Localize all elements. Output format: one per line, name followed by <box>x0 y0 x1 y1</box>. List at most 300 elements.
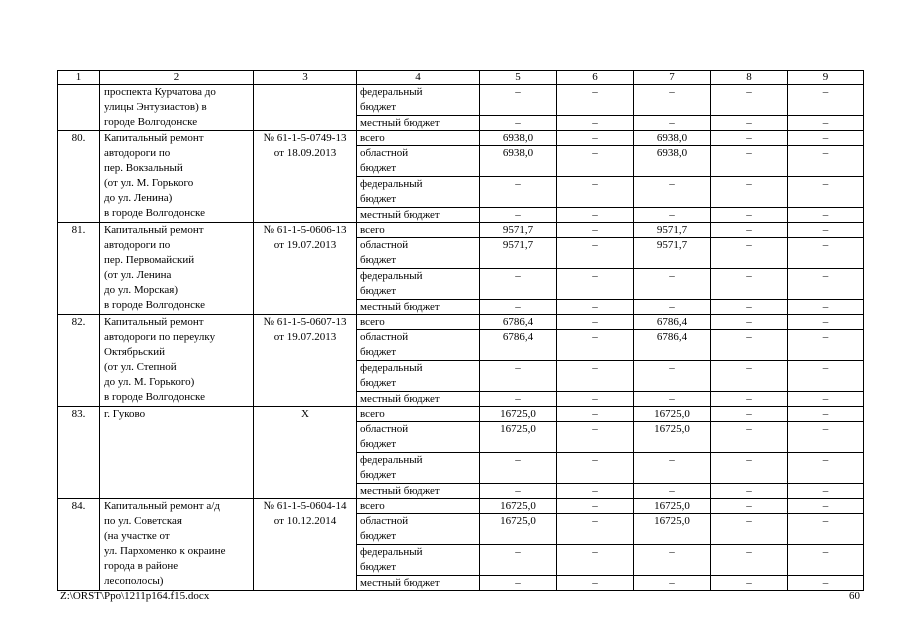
value-cell-text: – <box>515 362 521 374</box>
value-cell <box>788 177 864 208</box>
value-cell-text: – <box>669 117 675 129</box>
object-name <box>100 499 254 591</box>
value-cell <box>480 407 557 422</box>
value-cell-text: – <box>746 362 752 374</box>
value-cell-text: – <box>746 485 752 497</box>
column-header-text: 2 <box>173 71 180 83</box>
value-cell-text: 6938,0 <box>656 147 688 159</box>
source-label-text: федеральный бюджет <box>360 454 423 481</box>
value-cell <box>788 223 864 238</box>
column-header <box>254 71 357 85</box>
footer-page-number: 60 <box>849 590 860 602</box>
value-cell <box>711 392 788 407</box>
value-cell <box>711 208 788 223</box>
source-label <box>357 484 480 499</box>
value-cell <box>711 131 788 146</box>
value-cell <box>480 484 557 499</box>
value-cell <box>788 269 864 300</box>
row-number <box>58 131 100 223</box>
value-cell-text: – <box>822 316 829 328</box>
value-cell-text: – <box>592 270 598 282</box>
value-cell <box>711 361 788 392</box>
row-number-text: 84. <box>71 500 86 512</box>
source-label-text: федеральный бюджет <box>360 546 423 573</box>
value-cell <box>557 514 634 545</box>
value-cell-text: – <box>592 132 598 144</box>
source-label-text: местный бюджет <box>360 577 440 589</box>
value-cell <box>788 116 864 131</box>
expertise-doc <box>254 223 357 315</box>
row-number-text: 82. <box>71 316 86 328</box>
value-cell <box>634 422 711 453</box>
value-cell <box>557 131 634 146</box>
source-label <box>357 223 480 238</box>
value-cell <box>480 146 557 177</box>
value-cell <box>634 576 711 591</box>
value-cell <box>788 407 864 422</box>
value-cell <box>634 484 711 499</box>
source-label <box>357 269 480 300</box>
value-cell-text: – <box>822 331 829 343</box>
value-cell-text: – <box>822 117 829 129</box>
source-label <box>357 330 480 361</box>
value-cell <box>557 146 634 177</box>
value-cell-text: – <box>822 500 829 512</box>
value-cell <box>634 146 711 177</box>
value-cell-text: – <box>746 331 752 343</box>
value-cell <box>788 146 864 177</box>
source-label <box>357 315 480 330</box>
value-cell <box>480 223 557 238</box>
value-cell-text: 16725,0 <box>500 423 536 435</box>
value-cell <box>788 315 864 330</box>
value-cell <box>711 85 788 116</box>
value-cell-text: – <box>746 117 752 129</box>
table-row <box>58 407 864 422</box>
value-cell-text: – <box>822 224 829 236</box>
source-label-text: федеральный бюджет <box>360 178 423 205</box>
value-cell-text: – <box>746 423 752 435</box>
value-cell-text: – <box>822 408 829 420</box>
value-cell <box>557 208 634 223</box>
source-label-text: федеральный бюджет <box>360 270 423 297</box>
value-cell-text: – <box>592 147 598 159</box>
value-cell-text: – <box>669 577 675 589</box>
value-cell <box>788 300 864 315</box>
value-cell-text: 6786,4 <box>656 316 688 328</box>
column-header-text: 4 <box>415 71 421 83</box>
value-cell <box>480 315 557 330</box>
column-header-text: 1 <box>75 71 82 83</box>
value-cell <box>557 85 634 116</box>
value-cell <box>788 499 864 514</box>
value-cell-text: – <box>669 301 675 313</box>
value-cell <box>557 407 634 422</box>
value-cell <box>557 116 634 131</box>
source-label-text: федеральный бюджет <box>360 86 423 113</box>
source-label <box>357 177 480 208</box>
value-cell <box>788 453 864 484</box>
value-cell-text: – <box>822 86 829 98</box>
value-cell-text: – <box>746 270 752 282</box>
value-cell-text: – <box>746 454 752 466</box>
object-name-text: Капитальный ремонт а/д по ул. Советская (на участке от ул. Пархоменко к окраине города в районе лесополосы) <box>104 500 226 587</box>
value-cell <box>711 545 788 576</box>
value-cell <box>634 208 711 223</box>
row-number <box>58 315 100 407</box>
value-cell-text: – <box>746 147 752 159</box>
value-cell-text: – <box>515 393 521 405</box>
value-cell <box>788 238 864 269</box>
value-cell <box>480 330 557 361</box>
value-cell-text: – <box>746 301 752 313</box>
value-cell-text: 16725,0 <box>500 515 536 527</box>
value-cell-text: – <box>592 239 598 251</box>
expertise-doc-text: Х <box>301 408 309 420</box>
value-cell <box>634 407 711 422</box>
source-label-text: областной бюджет <box>360 515 409 542</box>
value-cell <box>711 422 788 453</box>
source-label-text: областной бюджет <box>360 331 409 358</box>
value-cell <box>480 545 557 576</box>
value-cell-text: – <box>822 239 829 251</box>
object-name <box>100 85 254 131</box>
column-header-text: 7 <box>669 71 675 83</box>
value-cell <box>634 453 711 484</box>
row-number-text: 81. <box>71 224 86 236</box>
value-cell <box>480 392 557 407</box>
value-cell <box>788 361 864 392</box>
value-cell-text: – <box>669 86 675 98</box>
value-cell-text: – <box>669 209 675 221</box>
value-cell <box>480 499 557 514</box>
value-cell <box>788 545 864 576</box>
column-header <box>100 71 254 85</box>
header-row <box>58 71 864 85</box>
expertise-doc <box>254 315 357 407</box>
value-cell <box>480 238 557 269</box>
value-cell <box>557 484 634 499</box>
value-cell <box>711 116 788 131</box>
value-cell <box>711 315 788 330</box>
value-cell-text: 6938,0 <box>502 132 534 144</box>
row-number-text: 80. <box>71 132 86 144</box>
table-row <box>58 131 864 146</box>
column-header-text: 6 <box>592 71 598 83</box>
object-name <box>100 315 254 407</box>
value-cell <box>711 514 788 545</box>
value-cell <box>634 315 711 330</box>
object-name-text: проспекта Курчатова до улицы Энтузиастов) в городе Волгодонске <box>104 86 216 128</box>
value-cell <box>557 269 634 300</box>
source-label-text: всего <box>360 224 385 236</box>
value-cell <box>711 238 788 269</box>
value-cell-text: – <box>515 178 521 190</box>
value-cell <box>557 177 634 208</box>
value-cell-text: 16725,0 <box>654 423 690 435</box>
value-cell-text: – <box>515 117 521 129</box>
value-cell-text: – <box>592 546 598 558</box>
value-cell-text: – <box>515 86 521 98</box>
value-cell <box>557 392 634 407</box>
value-cell-text: 9571,7 <box>502 224 534 236</box>
value-cell <box>557 576 634 591</box>
value-cell <box>634 545 711 576</box>
source-label-text: всего <box>360 500 385 512</box>
value-cell <box>480 177 557 208</box>
value-cell <box>557 453 634 484</box>
value-cell <box>557 330 634 361</box>
value-cell-text: – <box>592 423 598 435</box>
table-row <box>58 85 864 116</box>
value-cell-text: – <box>746 132 752 144</box>
value-cell <box>711 177 788 208</box>
source-label-text: областной бюджет <box>360 239 409 266</box>
value-cell <box>557 499 634 514</box>
source-label <box>357 407 480 422</box>
value-cell <box>634 238 711 269</box>
value-cell-text: – <box>822 301 829 313</box>
value-cell <box>557 238 634 269</box>
source-label-text: местный бюджет <box>360 485 440 497</box>
value-cell-text: – <box>669 546 675 558</box>
source-label-text: областной бюджет <box>360 147 409 174</box>
value-cell-text: – <box>746 86 752 98</box>
value-cell-text: – <box>669 362 675 374</box>
table-row <box>58 315 864 330</box>
value-cell-text: – <box>592 178 598 190</box>
value-cell-text: 6786,4 <box>656 331 688 343</box>
value-cell-text: – <box>822 454 829 466</box>
source-label-text: местный бюджет <box>360 301 440 313</box>
row-number <box>58 499 100 591</box>
value-cell-text: – <box>746 500 752 512</box>
source-label <box>357 131 480 146</box>
value-cell-text: – <box>592 224 598 236</box>
value-cell <box>480 85 557 116</box>
value-cell <box>711 484 788 499</box>
value-cell <box>788 85 864 116</box>
column-header-text: 8 <box>746 71 752 83</box>
row-number <box>58 223 100 315</box>
value-cell-text: 6786,4 <box>502 331 534 343</box>
column-header <box>480 71 557 85</box>
value-cell <box>480 453 557 484</box>
source-label <box>357 514 480 545</box>
table-row <box>58 223 864 238</box>
value-cell <box>557 422 634 453</box>
value-cell-text: 16725,0 <box>500 500 536 512</box>
value-cell-text: – <box>822 209 829 221</box>
value-cell <box>557 315 634 330</box>
value-cell <box>634 392 711 407</box>
value-cell-text: – <box>822 546 829 558</box>
value-cell-text: – <box>669 270 675 282</box>
value-cell-text: – <box>822 485 829 497</box>
column-header-text: 3 <box>302 71 308 83</box>
source-label <box>357 300 480 315</box>
value-cell-text: – <box>822 270 829 282</box>
value-cell-text: 9571,7 <box>656 224 688 236</box>
source-label <box>357 116 480 131</box>
value-cell-text: – <box>746 546 752 558</box>
row-number <box>58 407 100 499</box>
value-cell <box>634 361 711 392</box>
value-cell <box>634 514 711 545</box>
value-cell-text: – <box>822 147 829 159</box>
value-cell-text: – <box>592 331 598 343</box>
object-name-text: Капитальный ремонт автодороги по переулку Октябрьский (от ул. Степной до ул. М. Горького) в городе Волгодонске <box>104 316 216 403</box>
object-name <box>100 407 254 499</box>
object-name-text: г. Гуково <box>104 408 146 420</box>
value-cell-text: – <box>822 515 829 527</box>
value-cell-text: – <box>822 393 829 405</box>
value-cell-text: – <box>822 362 829 374</box>
value-cell-text: 16725,0 <box>500 408 536 420</box>
value-cell-text: – <box>746 316 752 328</box>
value-cell-text: – <box>822 577 829 589</box>
value-cell-text: – <box>746 178 752 190</box>
value-cell-text: – <box>746 408 752 420</box>
value-cell <box>711 576 788 591</box>
column-header <box>58 71 100 85</box>
value-cell <box>634 269 711 300</box>
source-label <box>357 453 480 484</box>
value-cell <box>480 514 557 545</box>
value-cell <box>634 177 711 208</box>
value-cell-text: – <box>515 546 521 558</box>
value-cell-text: – <box>669 485 675 497</box>
value-cell <box>480 422 557 453</box>
value-cell <box>557 545 634 576</box>
row-number <box>58 85 100 131</box>
value-cell <box>480 131 557 146</box>
value-cell <box>711 269 788 300</box>
value-cell <box>480 300 557 315</box>
value-cell-text: – <box>592 577 598 589</box>
value-cell <box>634 300 711 315</box>
value-cell-text: 9571,7 <box>656 239 688 251</box>
value-cell <box>557 300 634 315</box>
source-label <box>357 499 480 514</box>
object-name <box>100 131 254 223</box>
source-label <box>357 238 480 269</box>
object-name <box>100 223 254 315</box>
value-cell-text: – <box>592 301 598 313</box>
value-cell-text: – <box>822 178 829 190</box>
source-label-text: всего <box>360 408 385 420</box>
value-cell-text: 6938,0 <box>502 147 534 159</box>
value-cell <box>788 484 864 499</box>
column-header-text: 9 <box>822 71 829 83</box>
expertise-doc <box>254 131 357 223</box>
column-header <box>711 71 788 85</box>
value-cell-text: – <box>515 577 521 589</box>
source-label <box>357 361 480 392</box>
value-cell-text: – <box>592 117 598 129</box>
value-cell <box>480 361 557 392</box>
value-cell <box>634 131 711 146</box>
value-cell-text: – <box>592 362 598 374</box>
value-cell-text: – <box>746 515 752 527</box>
value-cell-text: – <box>592 500 598 512</box>
value-cell <box>711 407 788 422</box>
source-label <box>357 146 480 177</box>
source-label-text: федеральный бюджет <box>360 362 423 389</box>
value-cell <box>788 422 864 453</box>
value-cell-text: – <box>746 224 752 236</box>
source-label-text: всего <box>360 316 385 328</box>
value-cell-text: – <box>592 86 598 98</box>
object-name-text: Капитальный ремонт автодороги по пер. Первомайский (от ул. Ленина до ул. Морская) в городе Волгодонске <box>104 224 206 311</box>
expertise-doc-text: № 61-1-5-0606-13 от 19.07.2013 <box>263 224 347 251</box>
value-cell <box>711 499 788 514</box>
value-cell-text: – <box>592 393 598 405</box>
source-label <box>357 85 480 116</box>
value-cell-text: – <box>669 178 675 190</box>
column-header <box>357 71 480 85</box>
value-cell <box>788 392 864 407</box>
value-cell-text: – <box>592 515 598 527</box>
value-cell-text: – <box>592 485 598 497</box>
source-label-text: местный бюджет <box>360 117 440 129</box>
column-header <box>634 71 711 85</box>
column-header <box>788 71 864 85</box>
source-label-text: всего <box>360 132 385 144</box>
value-cell <box>557 223 634 238</box>
value-cell <box>788 514 864 545</box>
footer-file-path: Z:\ORST\Ppo\1211p164.f15.docx <box>60 590 210 602</box>
source-label <box>357 545 480 576</box>
column-header-text: 5 <box>515 71 521 83</box>
expertise-doc <box>254 85 357 131</box>
value-cell-text: – <box>746 239 752 251</box>
value-cell-text: – <box>592 454 598 466</box>
source-label <box>357 392 480 407</box>
value-cell <box>711 300 788 315</box>
value-cell <box>711 330 788 361</box>
source-label-text: местный бюджет <box>360 209 440 221</box>
value-cell-text: – <box>592 209 598 221</box>
value-cell <box>634 116 711 131</box>
value-cell <box>557 361 634 392</box>
value-cell-text: – <box>822 423 829 435</box>
value-cell-text: – <box>592 408 598 420</box>
value-cell-text: 16725,0 <box>654 500 690 512</box>
value-cell-text: – <box>515 454 521 466</box>
value-cell-text: 9571,7 <box>502 239 534 251</box>
expertise-doc-text: № 61-1-5-0749-13 от 18.09.2013 <box>263 132 347 159</box>
value-cell <box>788 330 864 361</box>
value-cell <box>788 131 864 146</box>
value-cell <box>788 576 864 591</box>
object-name-text: Капитальный ремонт автодороги по пер. Вокзальный (от ул. М. Горького до ул. Ленина) в городе Волгодонске <box>104 132 206 219</box>
value-cell-text: 6938,0 <box>656 132 688 144</box>
value-cell-text: – <box>515 209 521 221</box>
value-cell-text: – <box>592 316 598 328</box>
source-label-text: местный бюджет <box>360 393 440 405</box>
value-cell-text: – <box>746 209 752 221</box>
value-cell <box>711 146 788 177</box>
expertise-doc <box>254 407 357 499</box>
source-label <box>357 422 480 453</box>
value-cell <box>788 208 864 223</box>
expertise-doc-text: № 61-1-5-0607-13 от 19.07.2013 <box>263 316 347 343</box>
value-cell-text: – <box>515 485 521 497</box>
value-cell <box>711 223 788 238</box>
expertise-doc-text: № 61-1-5-0604-14 от 10.12.2014 <box>263 500 347 527</box>
value-cell <box>480 269 557 300</box>
